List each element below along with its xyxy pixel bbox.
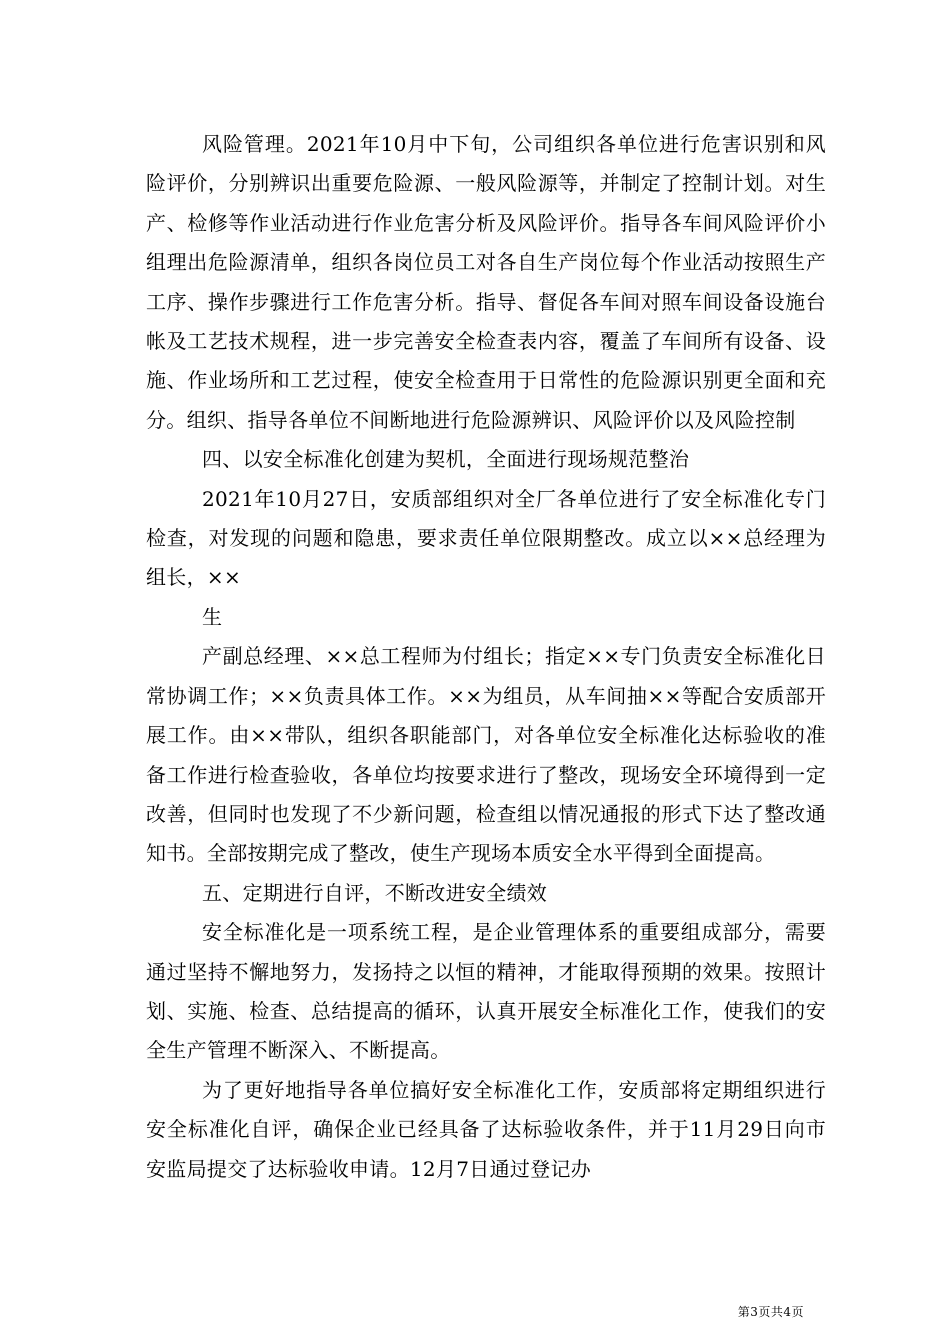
paragraph-system-engineering: 安全标准化是一项系统工程，是企业管理体系的重要组成部分，需要通过坚持不懈地努力，发扬持之以恒的精神，才能取得预期的效果。按照计划、实施、检查、总结提高的循环，认真开展安全标准化工作，使我们的安全生产管理不断深入、不断提高。 [146,920,826,1063]
page-number: 第3页共4页 [737,1305,804,1319]
paragraph-fragment: 生 [202,604,223,629]
heading-section-five: 五、定期进行自评，不断改进安全绩效 [202,880,548,905]
paragraph-risk-management: 风险管理。2021年10月中下旬，公司组织各单位进行危害识别和风险评价，分别辨识出重要危险源、一般风险源等，并制定了控制计划。对生产、检修等作业活动进行作业危害分析及风险评价。指导各车间风险评价小组理出危险源清单，组织各岗位员工对各自生产岗位每个作业活动按照生产工序、操作步骤进行工作危害分析。指导、督促各车间对照车间设备设施台帐及工艺技术规程，进一步完善安全检查表内容，覆盖了车间所有设备、设施、作业场所和工艺过程，使安全检查用于日常性的危险源识别更全面和充分。组织、指导各单位不间断地进行危险源辨识、风险评价以及风险控制 [146,132,826,432]
paragraph-self-assessment: 为了更好地指导各单位搞好安全标准化工作，安质部将定期组织进行安全标准化自评，确保企业已经具备了达标验收条件，并于11月29日向市安监局提交了达标验收申请。12月7日通过登记办 [146,1077,826,1181]
paragraph-organization: 产副总经理、××总工程师为付组长；指定××专门负责安全标准化日常协调工作；××负责具体工作。××为组员，从车间抽××等配合安质部开展工作。由××带队，组织各职能部门，对各单位安全标准化达标验收的准备工作进行检查验收，各单位均按要求进行了整改，现场安全环境得到一定改善，但同时也发现了不少新问题，检查组以情况通报的形式下达了整改通知书。全部按期完成了整改，使生产现场本质安全水平得到全面提高。 [146,644,826,866]
body-text [146,125,826,1189]
paragraph-inspection: 2021年10月27日，安质部组织对全厂各单位进行了安全标准化专门检查，对发现的问题和隐患，要求责任单位限期整改。成立以××总经理为组长，×× [146,486,826,590]
heading-section-four: 四、以安全标准化创建为契机，全面进行现场规范整治 [202,447,690,472]
